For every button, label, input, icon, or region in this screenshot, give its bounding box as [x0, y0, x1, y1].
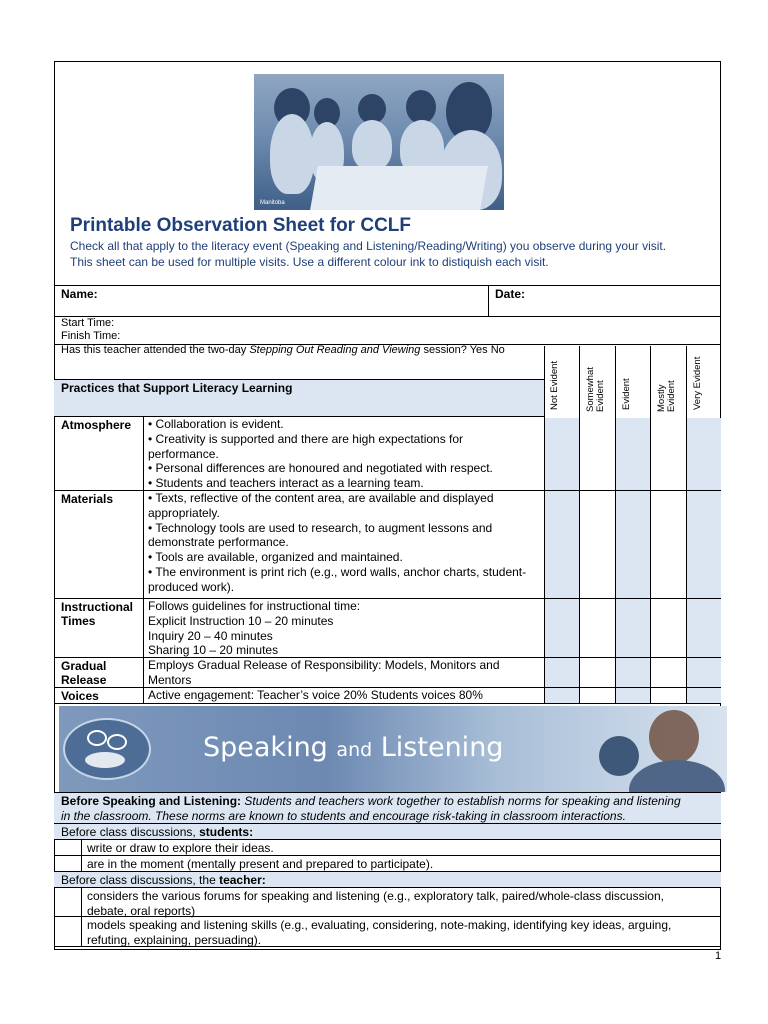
- category-description: • Collaboration is evident. • Creativity is supported and there are high expectations for performance. • Personal differences are honoured and negotiated with respect. • Students and teachers interact as a learning team.: [148, 417, 493, 491]
- page-number: 1: [715, 950, 722, 962]
- finish-time-label: Finish Time:: [61, 330, 121, 342]
- category-description: • Texts, reflective of the content area, are available and displayed appropriately. • Technology tools are used to research, to augment lessons and demonstrate performance. • Tools are available, organized and maintained. • The environment is print rich (e.g., word walls, anchor charts, student- produced work).: [148, 491, 527, 594]
- table-row: [54, 688, 721, 704]
- page-title: Printable Observation Sheet for CCLF: [70, 215, 411, 236]
- list-item: models speaking and listening skills (e.g., evaluating, considering, note-making, identifying key ideas, arguing, refuting, explaining, persuading).: [54, 917, 721, 947]
- checkbox[interactable]: [54, 840, 82, 855]
- table-row: [54, 658, 721, 688]
- speaking-listening-banner: [59, 706, 727, 792]
- category-label: Materials: [61, 492, 114, 506]
- table-row: [54, 491, 721, 599]
- checkbox[interactable]: [54, 888, 82, 916]
- name-label: Name:: [61, 287, 98, 301]
- rating-header-somewhat-evident: Somewhat Evident: [585, 367, 606, 412]
- category-description: Employs Gradual Release of Responsibility: Models, Monitors and Mentors: [148, 658, 500, 687]
- rating-header-not-evident: Not Evident: [549, 360, 560, 410]
- teacher-heading: Before class discussions, the teacher:: [54, 872, 721, 888]
- practices-heading-band: [54, 379, 544, 417]
- checkbox[interactable]: [54, 917, 82, 946]
- intro-text: Check all that apply to the literacy event (Speaking and Listening/Reading/Writing) you observe during your visit. This sheet can be used for multiple visits. Use a different colour ink to distiquish each visit.: [70, 239, 667, 269]
- list-item: write or draw to explore their ideas.: [54, 840, 721, 856]
- category-description: Follows guidelines for instructional time: Explicit Instruction 10 – 20 minutes Inquiry 20 – 40 minutes Sharing 10 – 20 minutes: [148, 599, 361, 658]
- date-label: Date:: [495, 287, 526, 301]
- checkbox[interactable]: [54, 856, 82, 871]
- students-heading: Before class discussions, students:: [54, 824, 721, 840]
- attended-question: Has this teacher attended the two-day Stepping Out Reading and Viewing session? Yes No: [61, 344, 505, 356]
- start-time-label: Start Time:: [61, 317, 115, 329]
- table-row: [54, 417, 721, 491]
- speech-bubbles-icon: [63, 718, 151, 780]
- before-speaking-note: Before Speaking and Listening: Students and teachers work together to establish norms for speaking and listening in the classroom. These norms are known to students and encourage risk-taking in classroom interactions.: [54, 792, 721, 824]
- photo-logo: Manitoba: [260, 200, 285, 206]
- rating-header-mostly-evident: Mostly Evident: [656, 380, 677, 412]
- category-label: Instructional Times: [61, 600, 134, 628]
- rating-header-very-evident: Very Evident: [692, 356, 703, 410]
- category-label: Atmosphere: [61, 418, 132, 432]
- category-description: Active engagement: Teacher’s voice 20% Students voices 80%: [148, 688, 483, 702]
- table-row: [54, 599, 721, 658]
- classroom-photo: [254, 74, 504, 210]
- banner-title: Speaking and Listening: [203, 732, 504, 763]
- rating-header-evident: Evident: [621, 378, 632, 410]
- name-date-row: [54, 285, 721, 317]
- list-item: are in the moment (mentally present and prepared to participate).: [54, 856, 721, 872]
- category-label: Voices: [61, 689, 99, 703]
- practices-heading: Practices that Support Literacy Learning: [61, 381, 293, 395]
- category-label: Gradual Release: [61, 659, 107, 687]
- list-item: considers the various forums for speaking and listening (e.g., exploratory talk, paired/whole-class discussion, debate, oral reports): [54, 888, 721, 917]
